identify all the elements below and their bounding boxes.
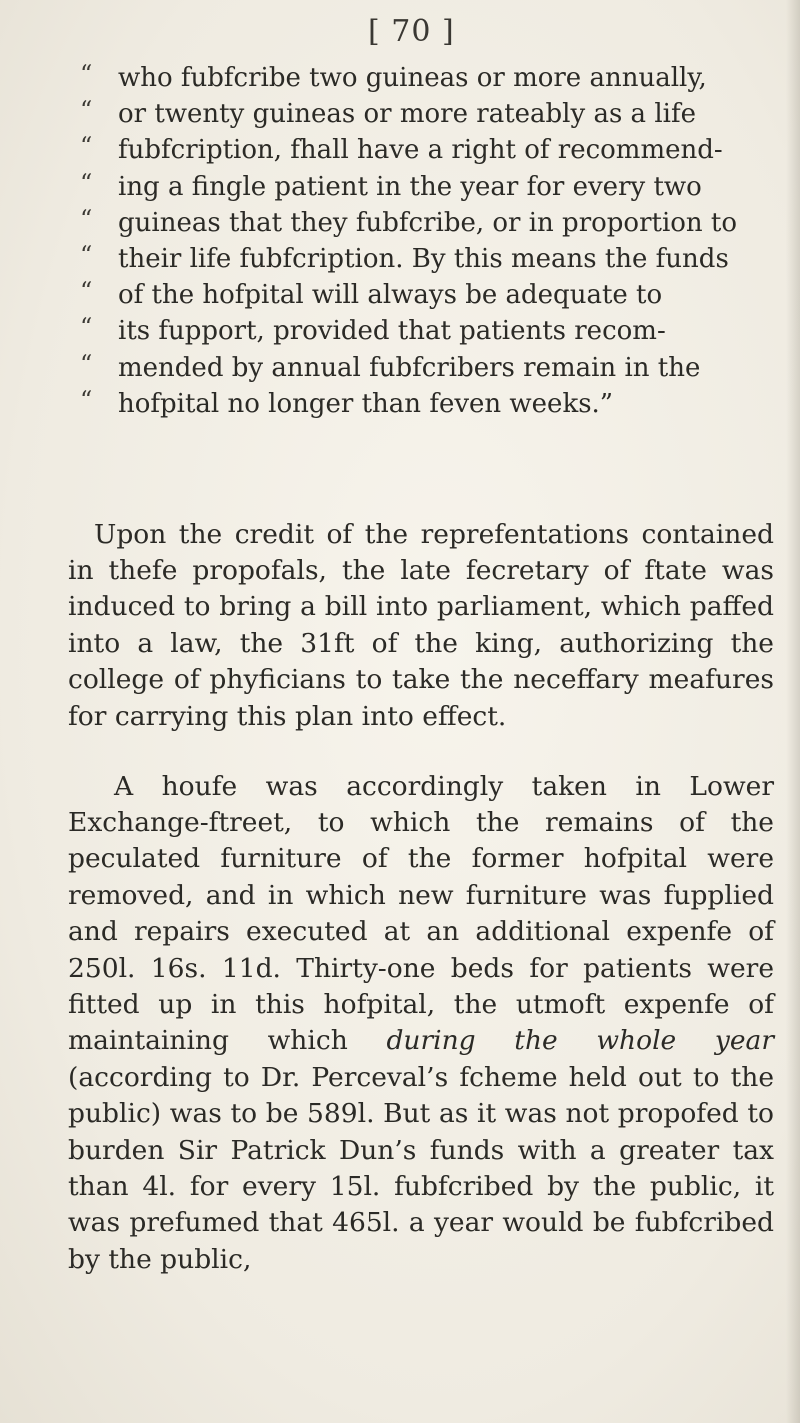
quote-line-text: of the hofpital will always be adequate to — [118, 280, 663, 311]
quote-line-text: its fupport, provided that patients recom- — [118, 316, 666, 347]
quote-line — [80, 241, 780, 277]
quote-line-text: their life fubfcription. By this means the funds — [118, 243, 729, 274]
quote-line — [80, 277, 780, 313]
page-edge-shadow — [786, 0, 800, 1423]
quote-mark: “ — [80, 132, 93, 161]
quote-line-text: mended by annual fubfcribers remain in the — [118, 352, 701, 383]
quote-mark: “ — [80, 168, 93, 197]
quote-line — [80, 96, 780, 132]
quote-mark: “ — [80, 385, 93, 414]
body-paragraph-2 — [68, 769, 774, 1279]
paragraph-2-text: A houfe was accordingly taken in Lower Exchange-ftreet, to which the remains of the peculated furniture of the former hofpital were removed, and in which new furniture was fupplied and repairs executed at an additional expenfe of 250l. 16s. 11d. Thirty-one beds for patients were fitted up in this hofpital, the utmoft expenfe of maintaining which — [68, 770, 774, 1057]
quote-mark: “ — [80, 96, 93, 125]
quote-line-text: hofpital no longer than feven weeks.” — [118, 388, 614, 419]
body-paragraph-1: Upon the credit of the reprefentations contained in thefe propofals, the late fecretary of ftate was induced to bring a bill into parliament, which paffed into a law, the 31ft of the king, authorizing the college of phyficians to take the neceffary meafures for carrying this plan into effect. — [68, 518, 774, 732]
quote-mark: “ — [80, 240, 93, 269]
quote-line-text: or twenty guineas or more rateably as a life — [118, 99, 696, 130]
quote-mark: “ — [80, 60, 93, 88]
italic-phrase: during the whole year — [386, 1025, 775, 1057]
quote-mark: “ — [80, 349, 93, 378]
page-number: [ 70 ] — [368, 14, 455, 49]
quote-line-text: guineas that they fubfcribe, or in proportion to — [118, 207, 738, 238]
quote-line — [80, 169, 780, 205]
quote-line-text: who fubfcribe two guineas or more annually, — [118, 63, 707, 93]
quote-line — [80, 386, 780, 422]
quote-line — [80, 313, 780, 349]
quote-line-text: fubfcription, fhall have a right of recommend- — [118, 135, 723, 166]
quote-line-text: ing a fingle patient in the year for every two — [118, 171, 702, 202]
paragraph-2-text-continued: (according to Dr. Perceval’s fcheme held out to the public) was to be 589l. But as it was not propofed to burden Sir Patrick Dun’s funds with a greater tax than 4l. for every 15l. fubfcribed by the public, it was prefumed that 465l. a year would be fubfcribed by the public, — [68, 1061, 774, 1275]
quote-line — [80, 205, 780, 241]
quote-mark: “ — [80, 204, 93, 233]
quote-line — [80, 132, 780, 168]
quote-mark: “ — [80, 277, 93, 306]
quote-mark: “ — [80, 313, 93, 342]
quote-line — [80, 350, 780, 386]
quoted-passage — [80, 60, 780, 422]
quote-line — [80, 60, 780, 96]
